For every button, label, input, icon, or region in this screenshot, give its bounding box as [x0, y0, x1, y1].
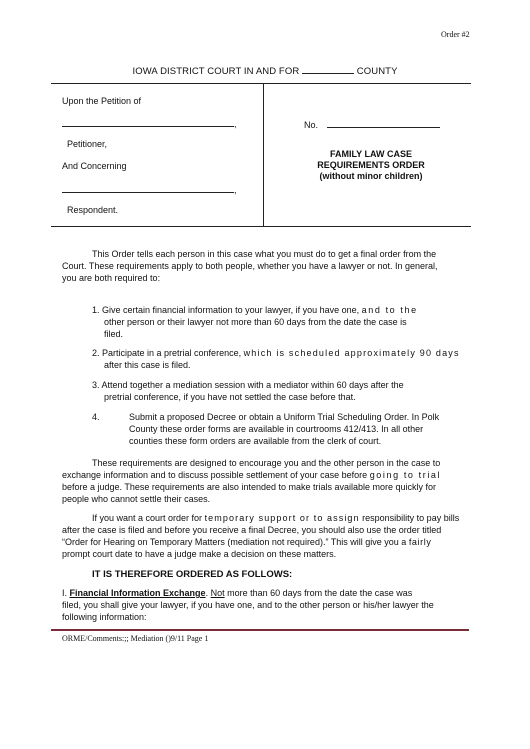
temporary-line-4: prompt court date to have a judge make a decision on these matters.: [62, 549, 337, 559]
title-line-1: FAMILY LAW CASE: [329, 149, 412, 159]
temporary-line-3-text: “Order for Hearing on Temporary Matters (mediation not required).” This will give you a: [62, 537, 407, 547]
section-1-title: Financial Information Exchange: [69, 588, 206, 598]
item-1-line-1: [92, 305, 418, 316]
court-title: [0, 64, 530, 77]
court-prefix: IOWA DISTRICT COURT IN AND FOR: [132, 66, 300, 77]
temporary-line-3-spaced: fairly: [408, 537, 432, 547]
case-number-blank: [327, 118, 440, 128]
item-1-spaced-text: and to the: [361, 305, 418, 315]
page-footer: ORME/Comments:;; Mediation ()9/11 Page 1: [62, 634, 209, 643]
item-4-line-1: Submit a proposed Decree or obtain a Uniform Trial Scheduling Order. In Polk: [129, 412, 440, 422]
caption-bottom-rule: [51, 226, 471, 227]
item-1-text: 1. Give certain financial information to your lawyer, if you have one,: [92, 305, 360, 315]
caption-divider: [263, 83, 264, 227]
section-1-line-2: filed, you shall give your lawyer, if you have one, and to the other person or his/her lawyer the: [62, 600, 434, 610]
item-2-spaced-text: which is scheduled approximately 90 days: [243, 348, 460, 358]
respondent-name-line: [62, 183, 237, 195]
county-blank: [302, 64, 354, 74]
respondent-label: Respondent.: [67, 205, 119, 215]
case-number-label: No.: [304, 120, 319, 130]
document-title: [281, 149, 461, 182]
ordered-heading: IT IS THEREFORE ORDERED AS FOLLOWS:: [92, 569, 293, 580]
purpose-line-2-spaced: going to trial: [369, 470, 442, 480]
item-2-line-2: after this case is filed.: [104, 360, 191, 370]
intro-line-1: This Order tells each person in this case what you must do to get a final order from the: [92, 249, 437, 259]
temporary-line-1: [92, 513, 459, 524]
item-1-line-2: other person or their lawyer not more than 60 days from the date the case is: [104, 317, 407, 327]
item-1-line-3: filed.: [104, 329, 124, 339]
item-2-text: 2. Participate in a pretrial conference,: [92, 348, 242, 358]
petition-of-label: Upon the Petition of: [62, 96, 142, 106]
intro-line-3: you are both required to:: [62, 273, 161, 283]
temporary-line-2: after the case is filed and before you receive a final Decree, you should also use the order titled: [62, 525, 442, 535]
item-4-line-3: counties these form orders are available from the clerk of court.: [129, 436, 382, 446]
section-1-not: Not: [210, 588, 225, 598]
petitioner-label: Petitioner,: [67, 139, 108, 149]
item-4-line-2: County these order forms are available in courtrooms 412/413. In all other: [129, 424, 424, 434]
title-line-2: REQUIREMENTS ORDER: [317, 160, 425, 170]
case-caption: [51, 83, 471, 228]
item-3-line-1: 3. Attend together a mediation session with a mediator within 60 days after the: [92, 380, 404, 390]
section-1-line-1-rest: more than 60 days from the date the case was: [227, 588, 413, 598]
section-1-line-3: following information:: [62, 612, 147, 622]
item-2-line-1: [92, 348, 460, 359]
purpose-line-3: before a judge. These requirements are also intended to make trials available more quickly for: [62, 482, 437, 492]
purpose-line-2-text: exchange information and to discuss possible settlement of your case before: [62, 470, 368, 480]
temporary-line-3: [62, 537, 431, 548]
petitioner-name-line: [62, 117, 237, 129]
intro-line-2: Court. These requirements apply to both people, whether you have a lawyer or not. In general,: [62, 261, 438, 271]
item-4-number: 4.: [92, 412, 100, 422]
case-number-line: [304, 118, 440, 130]
court-suffix: COUNTY: [356, 66, 398, 77]
footer-rule: [51, 629, 469, 631]
temporary-line-1-c: responsibility to pay bills: [362, 513, 460, 523]
item-3-line-2: pretrial conference, if you have not settled the case before that.: [104, 392, 356, 402]
petitioner-blank: [62, 117, 234, 127]
petitioner-comma: ,: [234, 119, 237, 129]
purpose-line-1: These requirements are designed to encourage you and the other person in the case to: [92, 458, 441, 468]
order-number: Order #2: [441, 30, 470, 39]
section-1-number: I.: [62, 588, 68, 598]
section-1-period: .: [205, 588, 209, 598]
temporary-line-1-spaced: temporary support or to assign: [204, 513, 360, 523]
caption-top-rule: [51, 83, 471, 84]
respondent-comma: ,: [234, 185, 237, 195]
respondent-blank: [62, 183, 234, 193]
purpose-line-4: people who cannot settle their cases.: [62, 494, 211, 504]
temporary-line-1-a: If you want a court order for: [92, 513, 203, 523]
section-1-line-1: [62, 588, 412, 599]
purpose-line-2: [62, 470, 441, 481]
and-concerning-label: And Concerning: [62, 161, 127, 171]
title-line-3: (without minor children): [319, 171, 423, 181]
